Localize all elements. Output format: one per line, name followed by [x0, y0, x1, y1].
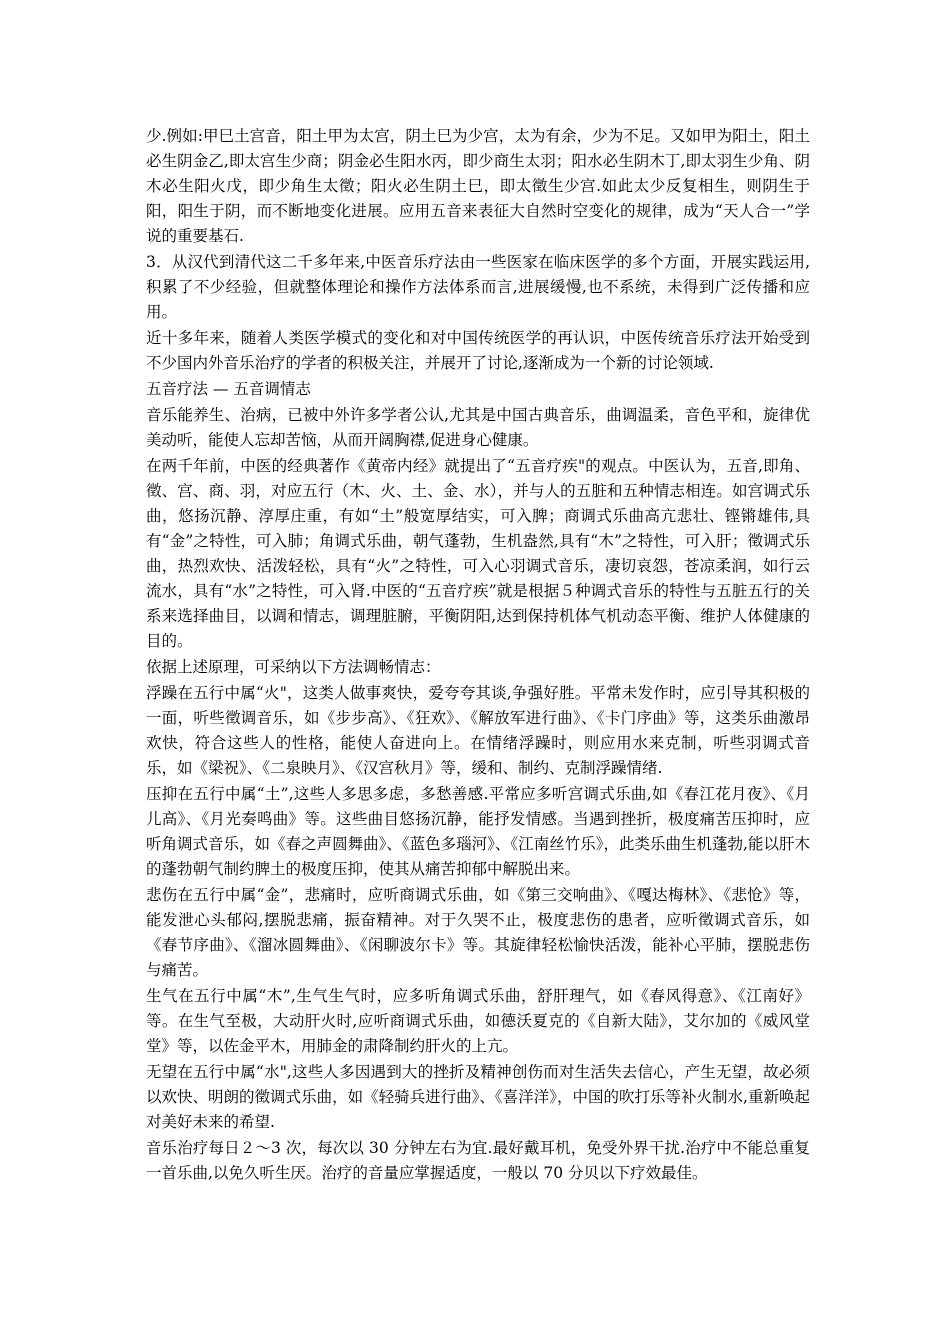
paragraph-method-intro: 依据上述原理，可采纳以下方法调畅情志：	[146, 658, 441, 676]
paragraph-hopelessness-water: 无望在五行中属“水",这些人多因遇到大的挫折及精神创伤而对生活失去信心，产生无望，故必须以欢快、明朗的徵调式乐曲，如《轻骑兵进行曲》、《喜洋洋》，中国的吹打乐等补火制水,重新唤起对美好未来的希望.	[146, 1063, 810, 1131]
paragraph-anger-wood: 生气在五行中属“木”,生气生气时，应多听角调式乐曲，舒肝理气，如《春风得意》、《江南好》等。在生气至极，大动肝火时,应听商调式乐曲，如德沃夏克的《自新大陆》，艾尔加的《威风堂堂》等，以佐金平木，用肺金的肃降制约肝火的上亢。	[146, 987, 810, 1055]
paragraph-sadness-metal: 悲伤在五行中属“金”，悲痛时，应听商调式乐曲，如《第三交响曲》、《嘎达梅林》、《悲怆》等，能发泄心头郁闷,摆脱悲痛，振奋精神。对于久哭不止，极度悲伤的患者，应听徵调式音乐，如《春节序曲》、《溜冰圆舞曲》、《闲聊波尔卡》等。其旋律轻松愉快活泼，能补心平肺，摆脱悲伤与痛苦。	[146, 886, 810, 979]
paragraph-huangdi-neijing: 在两千年前，中医的经典著作《黄帝内经》就提出了“五音疗疾"的观点。中医认为，五音,即角、徵、宫、商、羽，对应五行（木、火、土、金、水），并与人的五脏和五种情志相连。如宫调式乐曲，悠扬沉静、淳厚庄重，有如“土”般宽厚结实，可入脾；商调式乐曲高亢悲壮、铿锵雄伟,具有“金”之特性，可入肺；角调式乐曲，朝气蓬勃，生机盎然,具有“木”之特性，可入肝；徵调式乐曲，热烈欢快、活泼轻松，具有“火”之特性，可入心羽调式音乐，凄切哀怨，苍凉柔润，如行云流水，具有“水”之特性，可入肾.中医的“五音疗疾”就是根据５种调式音乐的特性与五脏五行的关系来选择曲目，以调和情志，调理脏腑，平衡阴阳,达到保持机体气机动态平衡、维护人体健康的目的。	[146, 457, 810, 650]
paragraph-treatment-schedule: 音乐治疗每日２～3 次，每次以 30 分钟左右为宜.最好戴耳机，免受外界干扰.治疗中不能总重复一首乐曲,以免久听生厌。治疗的音量应掌握适度，一般以 70 分贝以下疗效最佳。	[146, 1139, 810, 1182]
document-body	[146, 124, 810, 1187]
paragraph-recent-decades: 近十多年来，随着人类医学模式的变化和对中国传统医学的再认识，中医传统音乐疗法开始受到不少国内外音乐治疗的学者的积极关注，并展开了讨论,逐渐成为一个新的讨论领域.	[146, 329, 810, 372]
paragraph-han-to-qing-history: 3．从汉代到清代这二千多年来,中医音乐疗法由一些医家在临床医学的多个方面，开展实践运用,积累了不少经验，但就整体理论和操作方法体系而言,进展缓慢,也不系统，未得到广泛传播和应用。	[146, 253, 810, 321]
paragraph-music-health: 音乐能养生、治病，已被中外许多学者公认,尤其是中国古典音乐，曲调温柔，音色平和，旋律优美动听，能使人忘却苦恼，从而开阔胸襟,促进身心健康。	[146, 406, 810, 449]
paragraph-five-tones-generation: 少.例如:甲巳土宫音，阳土甲为太宫，阴土巳为少宫，太为有余，少为不足。又如甲为阳土，阳土必生阴金乙,即太宫生少商；阴金必生阳水丙，即少商生太羽；阳水必生阴木丁,即太羽生少角、阴木必生阳火戊，即少角生太徵；阳火必生阴土巳，即太徵生少宫.如此太少反复相生，则阴生于阳，阳生于阴，而不断地变化进展。应用五音来表征大自然时空变化的规律，成为“天人合一”学说的重要基石.	[146, 127, 810, 245]
paragraph-restlessness-fire: 浮躁在五行中属“火"，这类人做事爽快，爱夸夸其谈,争强好胜。平常未发作时，应引导其积极的一面，听些徵调音乐，如《步步高》、《狂欢》、《解放军进行曲》、《卡门序曲》等，这类乐曲激昂欢快，符合这些人的性格，能使人奋进向上。在情绪浮躁时，则应用水来克制，听些羽调式音乐，如《梁祝》、《二泉映月》、《汉宫秋月》等，缓和、制约、克制浮躁情绪.	[146, 684, 810, 777]
paragraph-depression-earth: 压抑在五行中属“土”,这些人多思多虑，多愁善感.平常应多听宫调式乐曲,如《春江花月夜》、《月儿高》、《月光奏鸣曲》等。这些曲目悠扬沉静，能抒发情感。当遇到挫折，极度痛苦压抑时，应听角调式音乐，如《春之声圆舞曲》、《蓝色多瑙河》、《江南丝竹乐》，此类乐曲生机蓬勃,能以肝木的蓬勃朝气制约脾土的极度压抑，使其从痛苦抑郁中解脱出来。	[146, 785, 810, 878]
section-heading: 五音疗法 — 五音调情志	[146, 380, 311, 398]
